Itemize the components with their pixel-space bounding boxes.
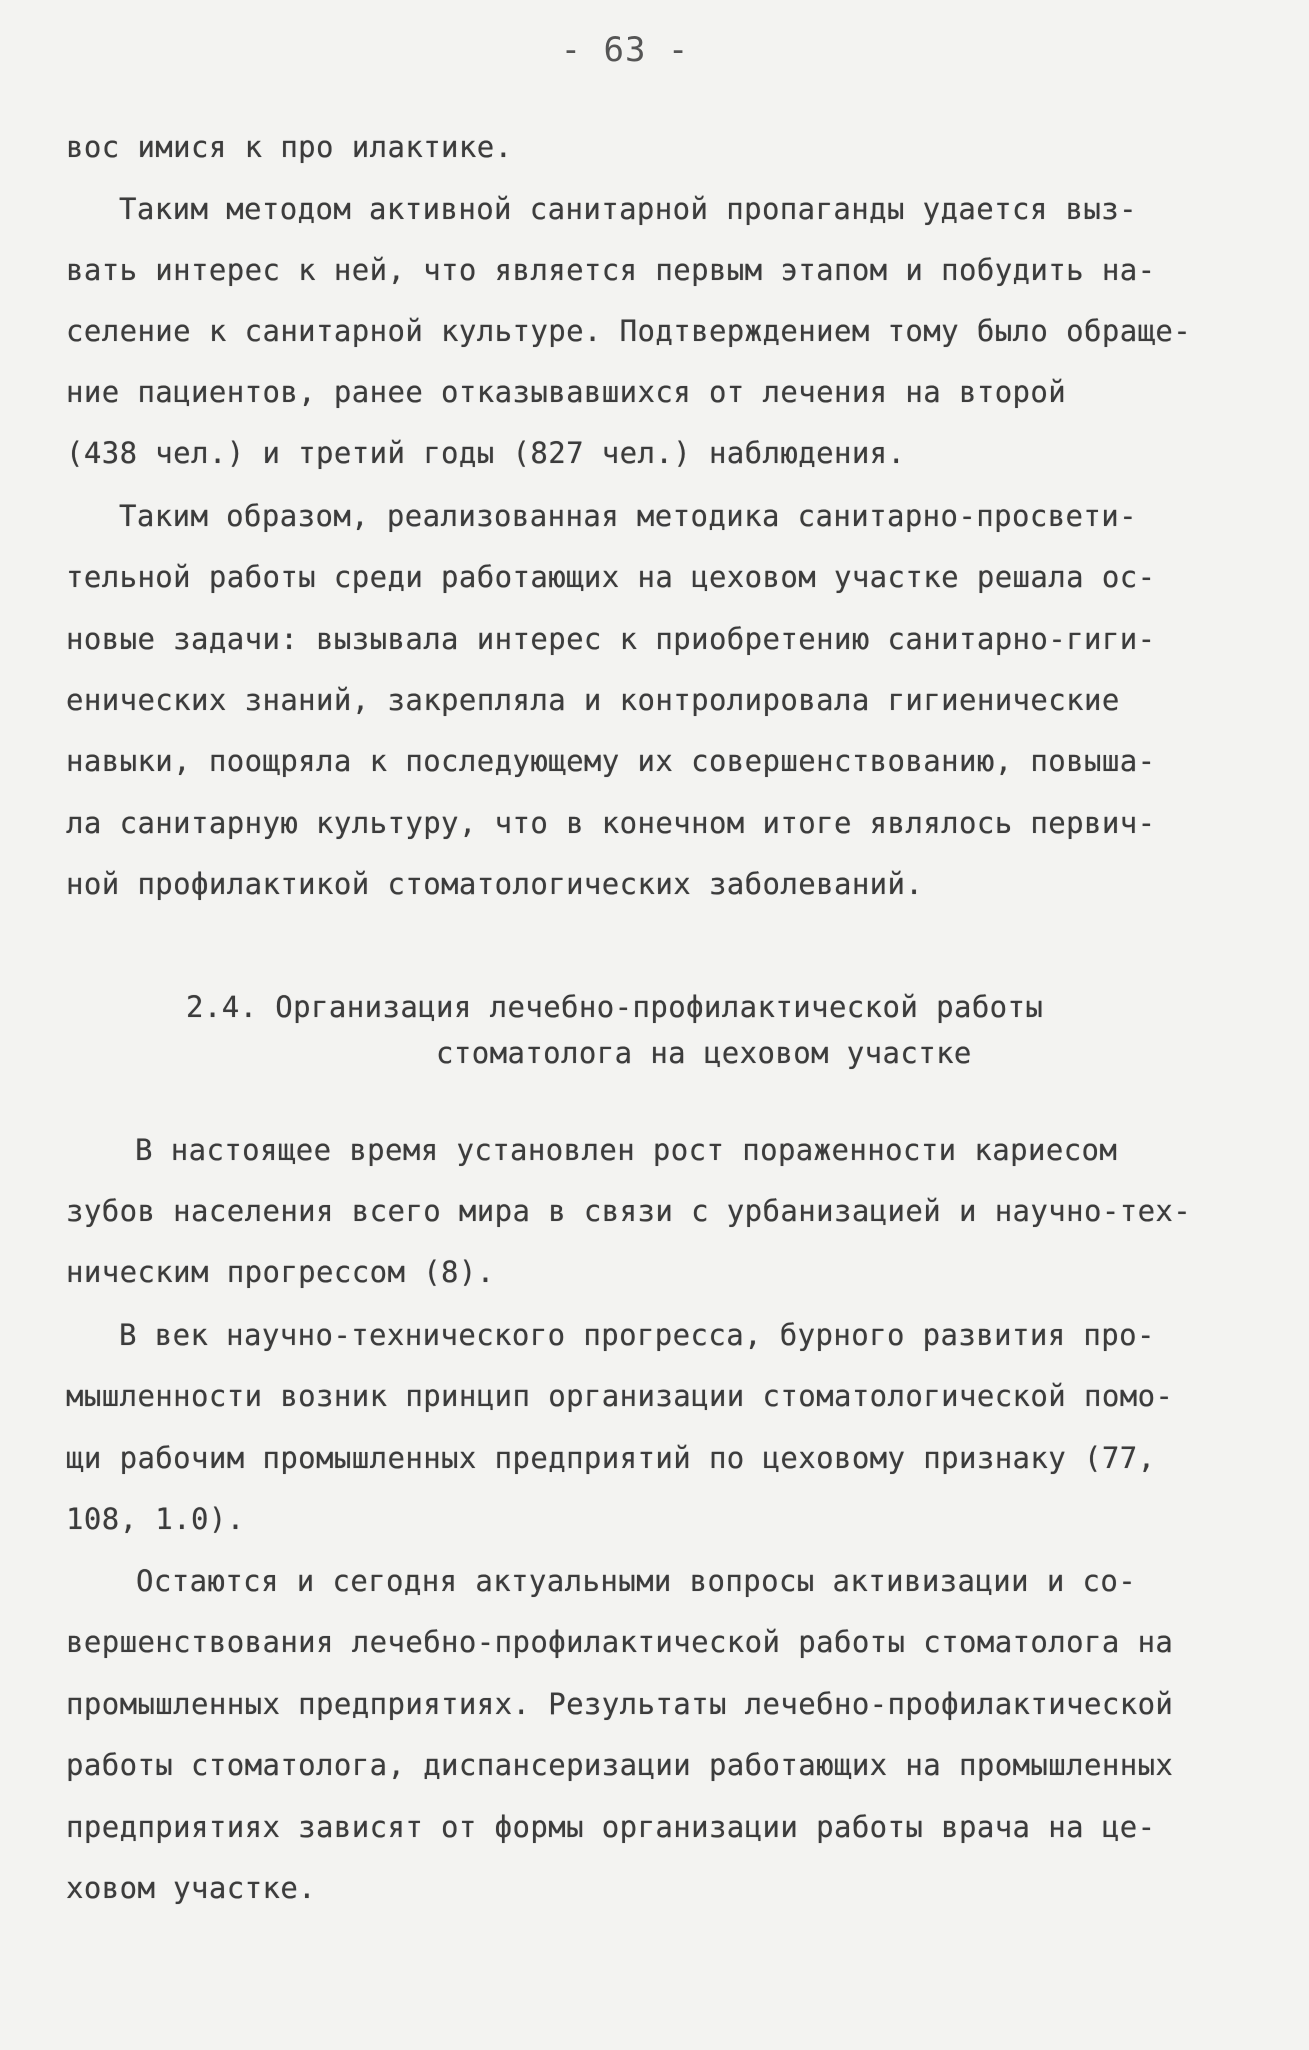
text-line: селение к санитарной культуре. Подтверждением тому было обраще- [66, 314, 1192, 348]
text-line: мышленности возник принцип организации стоматологической помо- [66, 1379, 1174, 1413]
text-line: промышленных предприятиях. Результаты лечебно-профилактической [66, 1687, 1174, 1721]
text-line: вос имися к про илактике. [66, 130, 513, 164]
text-line: енических знаний, закрепляла и контролировала гигиенические [66, 683, 1120, 717]
text-line: ние пациентов, ранее отказывавшихся от лечения на второй [66, 375, 1067, 409]
text-line: зубов населения всего мира в связи с урбанизацией и научно-тех- [66, 1194, 1192, 1228]
text-line: (438 чел.) и третий годы (827 чел.) наблюдения. [66, 436, 906, 470]
text-line: В настоящее время установлен рост пораженности кариесом [135, 1133, 1118, 1167]
text-line: вать интерес к ней, что является первым этапом и побудить на- [66, 253, 1156, 287]
text-line: работы стоматолога, диспансеризации работающих на промышленных [66, 1748, 1174, 1782]
text-line: ховом участке. [66, 1871, 317, 1905]
section-heading-line1: 2.4. Организация лечебно-профилактической работы [186, 990, 1044, 1024]
text-line: Таким методом активной санитарной пропаганды удается выз- [119, 192, 1137, 226]
text-line: ной профилактикой стоматологических заболеваний. [66, 867, 924, 901]
text-line: щи рабочим промышленных предприятий по цеховому признаку (77, [66, 1441, 1156, 1475]
text-line: Остаются и сегодня актуальными вопросы активизации и со- [136, 1564, 1137, 1598]
section-heading-line2: стоматолога на цеховом участке [436, 1036, 972, 1070]
text-line: новые задачи: вызывала интерес к приобретению санитарно-гиги- [66, 622, 1156, 656]
text-line: 108, 1.0). [66, 1502, 245, 1536]
text-line: вершенствования лечебно-профилактической работы стоматолога на [66, 1625, 1174, 1659]
text-line: предприятиях зависят от формы организации работы врача на це- [66, 1810, 1156, 1844]
text-line: ническим прогрессом (8). [66, 1255, 495, 1289]
text-line: навыки, поощряла к последующему их совершенствованию, повыша- [66, 744, 1156, 778]
page-number: - 63 - [560, 30, 690, 70]
text-line: тельной работы среди работающих на цеховом участке решала ос- [66, 560, 1156, 594]
text-line: ла санитарную культуру, что в конечном итоге являлось первич- [66, 806, 1156, 840]
text-line: В век научно-технического прогресса, бурного развития про- [119, 1318, 1155, 1352]
text-line: Таким образом, реализованная методика санитарно-просвети- [119, 499, 1137, 533]
